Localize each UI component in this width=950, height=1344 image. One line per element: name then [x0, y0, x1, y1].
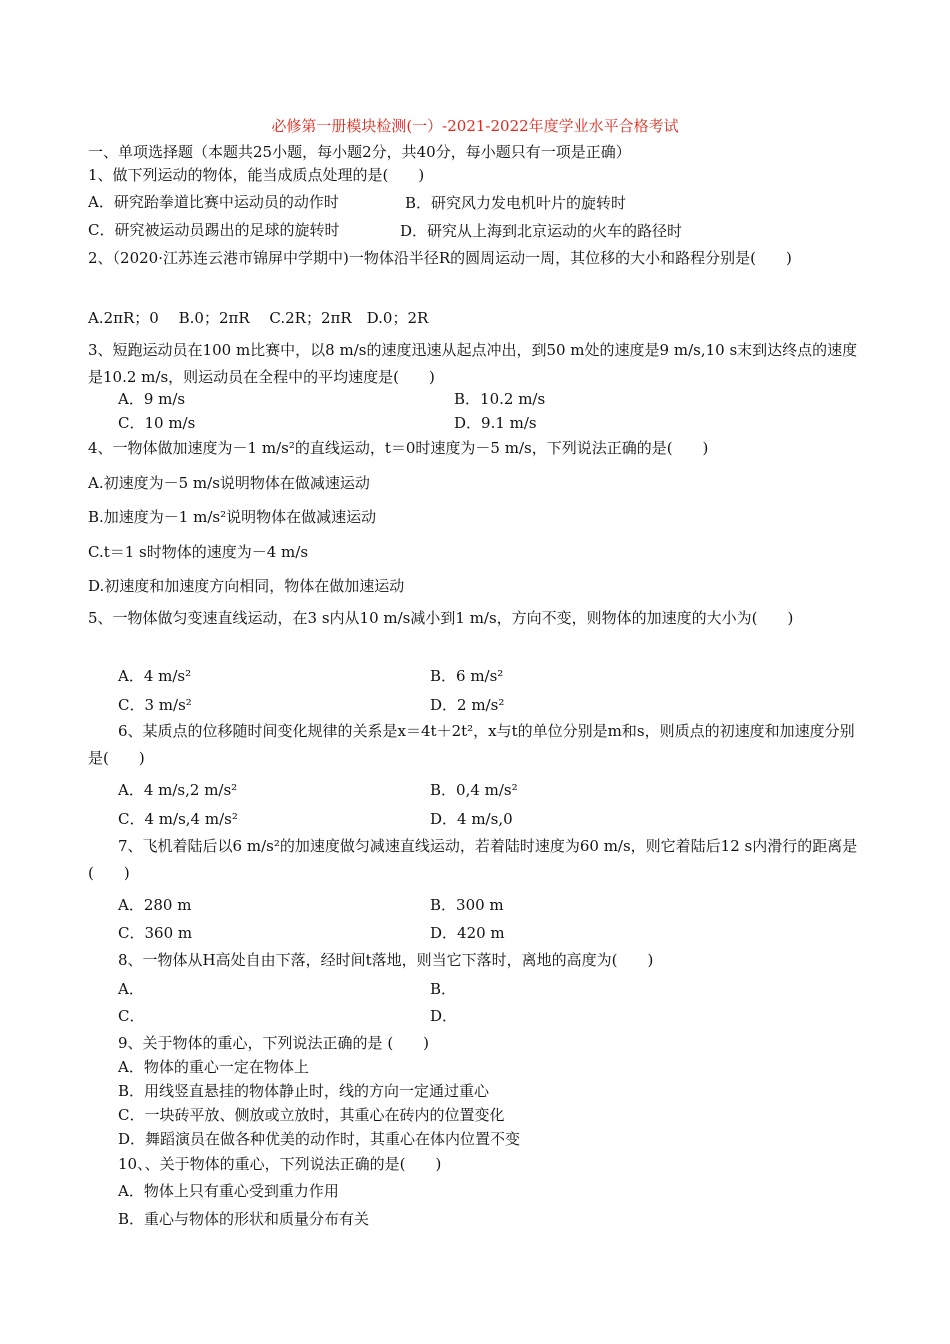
q3-option-a: A．9 m/s — [118, 390, 186, 408]
q4-option-d: D.初速度和加速度方向相同，物体在做加速运动 — [88, 577, 405, 595]
q7-option-d: D．420 m — [430, 924, 505, 942]
q3-options-row-2 — [118, 412, 868, 432]
q10-option-a: A．物体上只有重心受到重力作用 — [118, 1182, 339, 1200]
q3-option-c: C．10 m/s — [118, 414, 196, 432]
q1-option-d: D．研究从上海到北京运动的火车的路径时 — [400, 222, 683, 240]
q9-option-c: C．一块砖平放、侧放或立放时，其重心在砖内的位置变化 — [118, 1106, 505, 1124]
q5-options-row-2 — [118, 694, 868, 714]
q3-option-b: B．10.2 m/s — [454, 390, 546, 408]
q5-option-d: D．2 m/s² — [430, 696, 505, 714]
q7-stem: 7、飞机着陆后以6 m/s²的加速度做匀减速直线运动，若着陆时速度为60 m/s，则它着陆后12 s内滑行的距离是( ) — [88, 837, 858, 882]
q9-option-b: B．用线竖直悬挂的物体静止时，线的方向一定通过重心 — [118, 1082, 490, 1100]
q6-option-c: C．4 m/s,4 m/s² — [118, 810, 238, 828]
q8-option-a: A． — [118, 980, 144, 998]
q4-option-a: A.初速度为－5 m/s说明物体在做减速运动 — [88, 474, 370, 492]
q7-option-c: C．360 m — [118, 924, 193, 942]
q9-option-a: A．物体的重心一定在物体上 — [118, 1058, 309, 1076]
q6-options-row-2 — [118, 808, 868, 828]
q1-option-b: B．研究风力发电机叶片的旋转时 — [405, 194, 627, 212]
q5-options-row-1 — [118, 665, 868, 685]
q2-options: A.2πR；0 B.0；2πR C.2R；2πR D.0；2R — [88, 309, 429, 327]
q7-options-row-1 — [118, 894, 868, 914]
q2-stem: 2、（2020·江苏连云港市锦屏中学期中)一物体沿半径R的圆周运动一周，其位移的大小和路程分别是( ) — [88, 249, 792, 267]
q10-stem: 10、、关于物体的重心，下列说法正确的是( ) — [118, 1155, 442, 1173]
q4-stem: 4、一物体做加速度为－1 m/s²的直线运动，t＝0时速度为－5 m/s，下列说法正确的是( ) — [88, 439, 709, 457]
q8-options-row-2 — [118, 1005, 868, 1025]
q7-option-b: B．300 m — [430, 896, 504, 914]
q3-options-row-1 — [118, 388, 868, 408]
q5-option-b: B．6 m/s² — [430, 667, 504, 685]
q8-stem: 8、一物体从H高处自由下落，经时间t落地，则当它下落时，离地的高度为( ) — [118, 951, 654, 969]
q9-option-d: D．舞蹈演员在做各种优美的动作时，其重心在体内位置不变 — [118, 1130, 521, 1148]
q8-option-b: B． — [430, 980, 457, 998]
q6-stem: 6、某质点的位移随时间变化规律的关系是x＝4t＋2t²，x与t的单位分别是m和s，则质点的初速度和加速度分别是( ) — [88, 722, 855, 767]
q5-option-a: A．4 m/s² — [118, 667, 192, 685]
q8-option-d: D． — [430, 1007, 458, 1025]
q1-stem: 1、做下列运动的物体，能当成质点处理的是( ) — [88, 166, 425, 184]
q5-stem: 5、一物体做匀变速直线运动，在3 s内从10 m/s减小到1 m/s，方向不变，则物体的加速度的大小为( ) — [88, 609, 794, 627]
q1-option-c: C．研究被运动员踢出的足球的旋转时 — [88, 221, 340, 239]
q6-options-row-1 — [118, 779, 868, 799]
q7-options-row-2 — [118, 922, 868, 942]
q4-option-c: C.t＝1 s时物体的速度为－4 m/s — [88, 543, 309, 561]
q6-option-a: A．4 m/s,2 m/s² — [118, 781, 238, 799]
q10-option-b: B．重心与物体的形状和质量分布有关 — [118, 1210, 370, 1228]
q9-stem: 9、关于物体的重心，下列说法正确的是 ( ) — [118, 1034, 430, 1052]
section-heading: 一、单项选择题（本题共25小题，每小题2分，共40分，每小题只有一项是正确） — [88, 143, 631, 161]
q3-option-d: D．9.1 m/s — [454, 414, 537, 432]
q6-option-b: B．0,4 m/s² — [430, 781, 518, 799]
page-title: 必修第一册模块检测(一）-2021-2022年度学业水平合格考试 — [271, 117, 679, 135]
q4-option-b: B.加速度为－1 m/s²说明物体在做减速运动 — [88, 508, 377, 526]
q7-option-a: A．280 m — [118, 896, 192, 914]
q5-option-c: C．3 m/s² — [118, 696, 192, 714]
q8-option-c: C． — [118, 1007, 145, 1025]
q3-stem: 3、短跑运动员在100 m比赛中，以8 m/s的速度迅速从起点冲出，到50 m处的速度是9 m/s,10 s末到达终点的速度是10.2 m/s，则运动员在全程中的平均速度是( ) — [88, 341, 858, 386]
q1-option-a: A．研究跆拳道比赛中运动员的动作时 — [88, 193, 339, 211]
q8-options-row-1 — [118, 978, 868, 998]
q6-option-d: D．4 m/s,0 — [430, 810, 513, 828]
